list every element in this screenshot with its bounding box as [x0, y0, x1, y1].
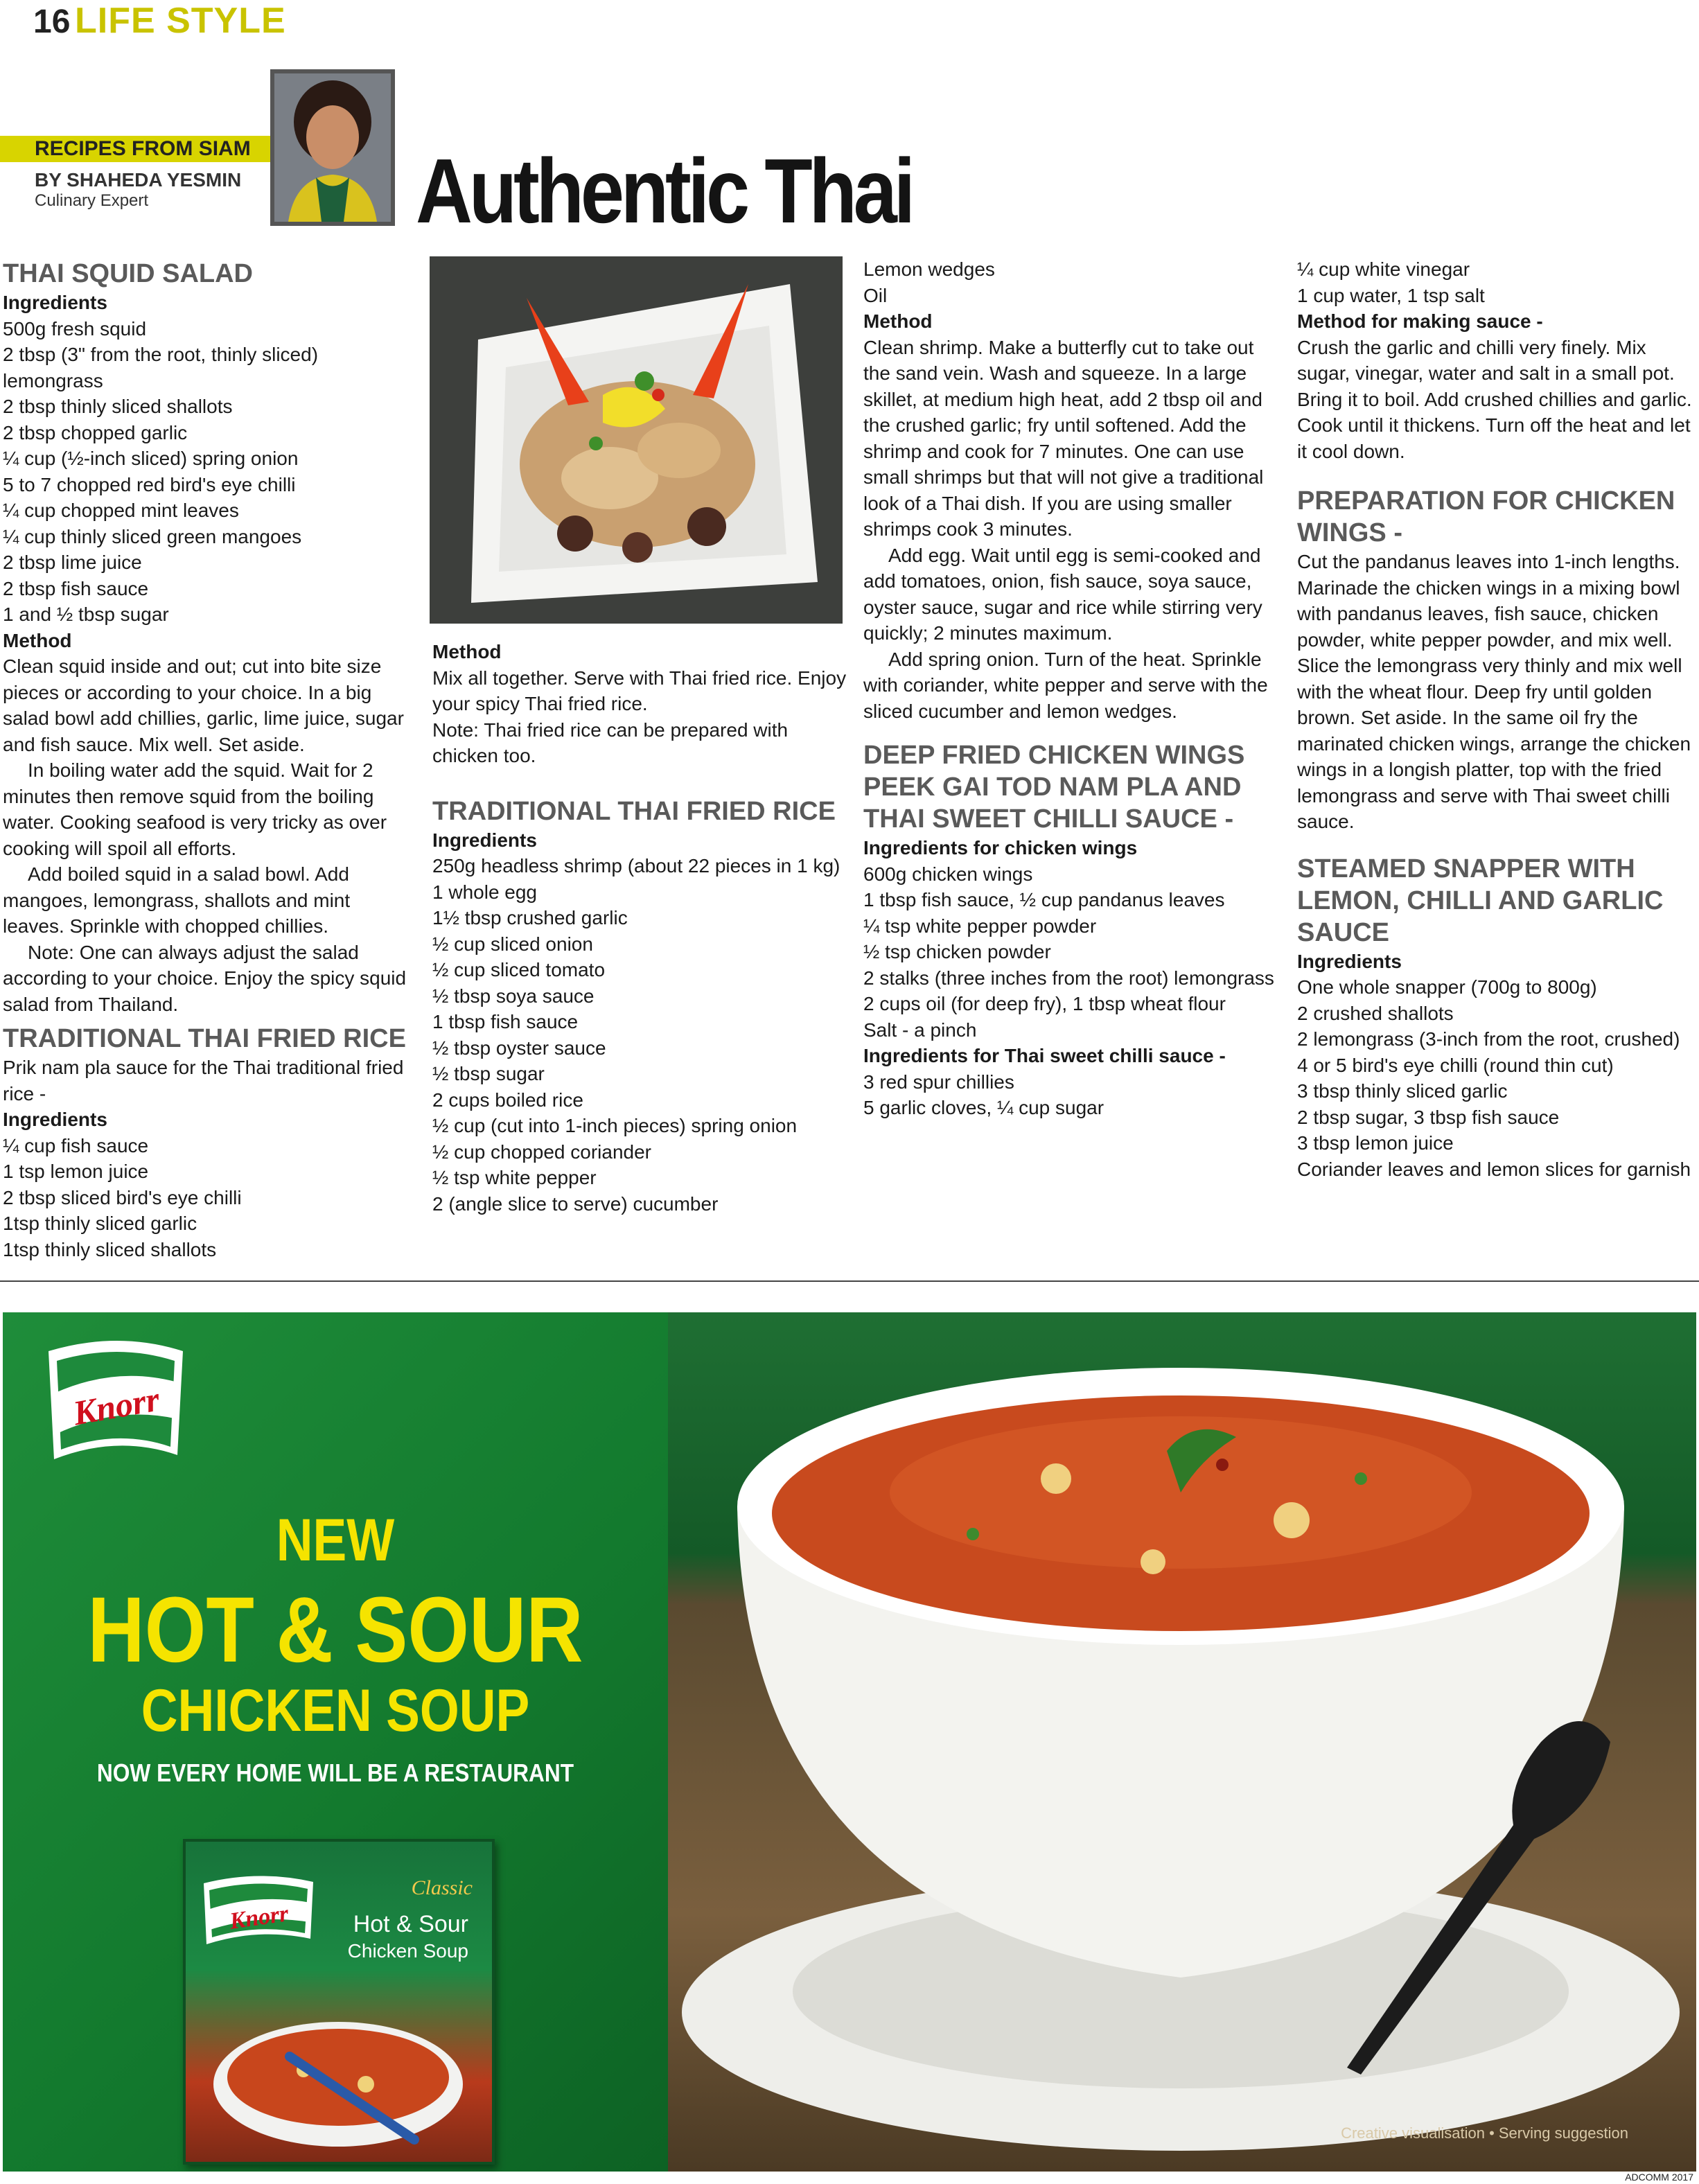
- ingredients-label: Ingredients for chicken wings: [863, 837, 1138, 858]
- ingredients-label: Ingredients: [3, 1109, 107, 1130]
- list-item: 1 whole egg: [432, 881, 538, 903]
- column-4: [1297, 256, 1693, 1182]
- method-paragraph: Note: Thai fried rice can be prepared with chicken too.: [432, 719, 789, 766]
- list-item: 2 crushed shallots: [1297, 1002, 1454, 1024]
- ingredients-label: Ingredients: [3, 292, 107, 313]
- list-item: ½ tbsp soya sauce: [432, 985, 595, 1007]
- dish-photo: [430, 256, 843, 624]
- ingredients-label: Ingredients for Thai sweet chilli sauce -: [863, 1045, 1226, 1066]
- list-item: ½ tsp white pepper: [432, 1167, 597, 1188]
- list-item: ¼ cup (½-inch sliced) spring onion: [3, 448, 299, 469]
- list-item: 3 tbsp thinly sliced garlic: [1297, 1080, 1508, 1102]
- list-item: 3 red spur chillies: [863, 1071, 1014, 1093]
- method-paragraph: Clean squid inside and out; cut into bite size pieces or according to your choice. In a big salad bowl add chillies, garlic, lime juice, sugar and fish sauce. Mix well. Set aside.: [3, 655, 404, 755]
- soup-bowl-image: [668, 1312, 1696, 2172]
- page-number: 16: [33, 3, 71, 40]
- ingredients-label: Ingredients: [432, 829, 537, 851]
- rice-ingredients-list: [432, 853, 848, 1217]
- list-item: 1tsp thinly sliced garlic: [3, 1213, 197, 1234]
- brand-wordmark: Knorr: [70, 1379, 163, 1433]
- recipe-title-squid: THAI SQUID SALAD: [3, 259, 253, 288]
- method-paragraph: Mix all together. Serve with Thai fried rice. Enjoy your spicy Thai fried rice.: [432, 667, 847, 714]
- method-label: Method: [863, 310, 933, 332]
- advert-new-label: NEW: [276, 1507, 395, 1574]
- pack-classic-label: Classic: [411, 1876, 473, 1899]
- list-item: ½ tsp chicken powder: [863, 941, 1051, 962]
- list-item: One whole snapper (700g to 800g): [1297, 976, 1597, 998]
- list-item: 5 to 7 chopped red bird's eye chilli: [3, 473, 296, 495]
- ingredients-label: Ingredients: [1297, 950, 1402, 972]
- list-item: Coriander leaves and lemon slices for garnish: [1297, 1158, 1691, 1180]
- method-paragraph: Clean shrimp. Make a butterfly cut to take out the sand vein. Wash and squeeze. In a large skillet, at medium high heat, add 2 tbsp oil and the crushed garlic; fry until softened. Add the shrimp and cook for 7 minutes. One can use small shrimps but that will not give a traditional look of a Thai dish. If you are using smaller shrimps cook 3 minutes.: [863, 336, 1264, 540]
- list-item: 250g headless shrimp (about 22 pieces in 1 kg): [432, 855, 840, 877]
- list-item: ¼ cup chopped mint leaves: [3, 500, 239, 521]
- author-portrait-image: [274, 73, 391, 222]
- recipe-title-snapper: STEAMED SNAPPER WITH LEMON, CHILLI AND GARLIC SAUCE: [1297, 854, 1664, 947]
- list-item: 600g chicken wings: [863, 863, 1033, 885]
- list-item: 2 tbsp (3" from the root, thinly sliced) lemongrass: [3, 344, 319, 391]
- list-item: ¼ cup fish sauce: [3, 1134, 149, 1156]
- method-label: Method: [3, 629, 72, 651]
- list-item: 1 cup water, 1 tsp salt: [1297, 284, 1485, 306]
- column-1: [3, 252, 412, 1262]
- agency-credit: ADCOMM 2017: [1625, 2172, 1693, 2183]
- knorr-logo-icon: [42, 1337, 190, 1469]
- list-item: 1 tbsp fish sauce, ½ cup pandanus leaves: [863, 889, 1225, 910]
- list-item: 2 tbsp sliced bird's eye chilli: [3, 1186, 242, 1208]
- advert-tagline: NOW EVERY HOME WILL BE A RESTAURANT: [96, 1759, 574, 1787]
- list-item: Lemon wedges: [863, 258, 995, 280]
- list-item: 1 tbsp fish sauce: [432, 1011, 579, 1032]
- method-paragraph: Cut the pandanus leaves into 1-inch lengths. Marinade the chicken wings in a mixing bowl with pandanus leaves, fish sauce, chicken powder, white pepper powder, and mix well. Slice the lemongrass very thinly and mix well with the wheat flour. Deep fry until golden brown. Set aside. In the same oil fry the marinated chicken wings, arrange the chicken wings in a longish platter, top with the fried lemongrass and serve with Thai sweet chilli sauce.: [1297, 551, 1691, 832]
- pack-product-name-2: Chicken Soup: [347, 1940, 468, 1962]
- method-paragraph: Add egg. Wait until egg is semi-cooked and add tomatoes, onion, fish sauce, soya sauce, oyster sauce, sugar and rice while stirring very quickly; 2 minutes maximum.: [863, 544, 1262, 644]
- method-paragraph: Add boiled squid in a salad bowl. Add mangoes, lemongrass, shallots and mint leaves. Sprinkle with chopped chillies.: [3, 863, 351, 937]
- list-item: 500g fresh squid: [3, 317, 147, 340]
- section-divider: [0, 1280, 1699, 1282]
- section-name: LIFE STYLE: [75, 1, 286, 41]
- advert-title: HOT & SOUR: [87, 1578, 583, 1682]
- method-paragraph: Add spring onion. Turn of the heat. Sprinkle with coriander, white pepper and serve with the sliced cucumber and lemon wedges.: [863, 648, 1268, 722]
- list-item: ¼ tsp white pepper powder: [863, 915, 1097, 937]
- list-item: 2 tbsp fish sauce: [3, 577, 149, 599]
- list-item: 2 tbsp thinly sliced shallots: [3, 396, 233, 417]
- recipe-title-fried-rice: TRADITIONAL THAI FRIED RICE: [3, 1024, 406, 1053]
- advert-photo-panel: [668, 1312, 1696, 2172]
- advert-text-panel: [3, 1312, 668, 2172]
- byline: BY SHAHEDA YESMIN: [35, 169, 242, 191]
- column-3: [863, 256, 1279, 1121]
- byline-role: Culinary Expert: [35, 191, 149, 210]
- list-item: 1 tsp lemon juice: [3, 1161, 149, 1182]
- list-item: ½ cup chopped coriander: [432, 1141, 651, 1163]
- list-item: Oil: [863, 284, 888, 306]
- squid-salad-image: [430, 256, 843, 624]
- column-2: [432, 639, 848, 1217]
- product-pack: [183, 1839, 495, 2165]
- list-item: 2 tbsp chopped garlic: [3, 421, 188, 443]
- list-item: 5 garlic cloves, ¼ cup sugar: [863, 1097, 1104, 1118]
- list-item: 2 tbsp lime juice: [3, 552, 142, 573]
- headline: Authentic Thai: [416, 140, 913, 242]
- list-item: ½ tbsp sugar: [432, 1063, 545, 1084]
- snapper-ingredients-list: [1297, 974, 1693, 1182]
- list-item: 1½ tbsp crushed garlic: [432, 907, 628, 928]
- list-item: 4 or 5 bird's eye chilli (round thin cut): [1297, 1054, 1614, 1076]
- spacer: [432, 769, 848, 790]
- list-item: 2 lemongrass (3-inch from the root, crushed): [1297, 1028, 1680, 1050]
- advert-disclaimer: Creative visualisation • Serving suggestion: [1341, 2124, 1628, 2142]
- method-paragraph: Note: One can always adjust the salad according to your choice. Enjoy the spicy squid salad from Thailand.: [3, 941, 407, 1015]
- list-item: 2 (angle slice to serve) cucumber: [432, 1192, 719, 1215]
- recipe-title-fried-rice: TRADITIONAL THAI FRIED RICE: [432, 796, 836, 826]
- pack-soup-image: [206, 2015, 470, 2154]
- knorr-logo: [42, 1337, 190, 1469]
- list-item: ½ cup sliced tomato: [432, 959, 606, 980]
- sauce-ingredients-list: [3, 1133, 412, 1263]
- knorr-advert: [3, 1312, 1696, 2172]
- method-label: Method: [432, 641, 502, 662]
- method-paragraph: Crush the garlic and chilli very finely. Mix sugar, vinegar, water and salt in a small pot. Bring it to boil. Add crushed chillies and garlic. Cook until it thickens. Turn off the heat and let it cool down.: [1297, 336, 1692, 462]
- method-paragraph: In boiling water add the squid. Wait for 2 minutes then remove squid from the boiling water. Cooking seafood is very tricky as over cooking will spoil all efforts.: [3, 759, 387, 859]
- pack-brand: Knorr: [228, 1901, 290, 1935]
- list-item: 2 stalks (three inches from the root) lemongrass: [863, 967, 1274, 989]
- pack-logo-icon: [200, 1869, 317, 1953]
- squid-ingredients-list: [3, 316, 412, 628]
- list-item: ½ cup sliced onion: [432, 933, 593, 955]
- list-item: 2 tbsp sugar, 3 tbsp fish sauce: [1297, 1106, 1560, 1128]
- sauce-intro: Prik nam pla sauce for the Thai traditional fried rice -: [3, 1057, 404, 1104]
- list-item: ½ tbsp oyster sauce: [432, 1037, 606, 1059]
- list-item: Salt - a pinch: [863, 1019, 977, 1041]
- list-item: 2 cups oil (for deep fry), 1 tbsp wheat flour: [863, 993, 1226, 1014]
- series-title: RECIPES FROM SIAM: [35, 137, 251, 160]
- list-item: 1 and ½ tbsp sugar: [3, 604, 169, 625]
- method-label: Method for making sauce -: [1297, 310, 1543, 332]
- recipe-title-chicken-wings: DEEP FRIED CHICKEN WINGS PEEK GAI TOD NAM PLA AND THAI SWEET CHILLI SAUCE -: [863, 741, 1245, 834]
- list-item: ½ cup (cut into 1-inch pieces) spring onion: [432, 1115, 798, 1136]
- list-item: ¼ cup thinly sliced green mangoes: [3, 525, 302, 547]
- wings-ingredients-list: [863, 861, 1279, 1043]
- advert-subtitle: CHICKEN SOUP: [141, 1677, 530, 1744]
- list-item: 3 tbsp lemon juice: [1297, 1132, 1454, 1154]
- list-item: 1tsp thinly sliced shallots: [3, 1238, 217, 1260]
- list-item: 2 cups boiled rice: [432, 1089, 583, 1111]
- author-photo: [270, 69, 395, 226]
- list-item: ¼ cup white vinegar: [1297, 258, 1470, 280]
- recipe-title-preparation: PREPARATION FOR CHICKEN WINGS -: [1297, 486, 1675, 547]
- pack-product-name: Hot & Sour: [353, 1911, 468, 1937]
